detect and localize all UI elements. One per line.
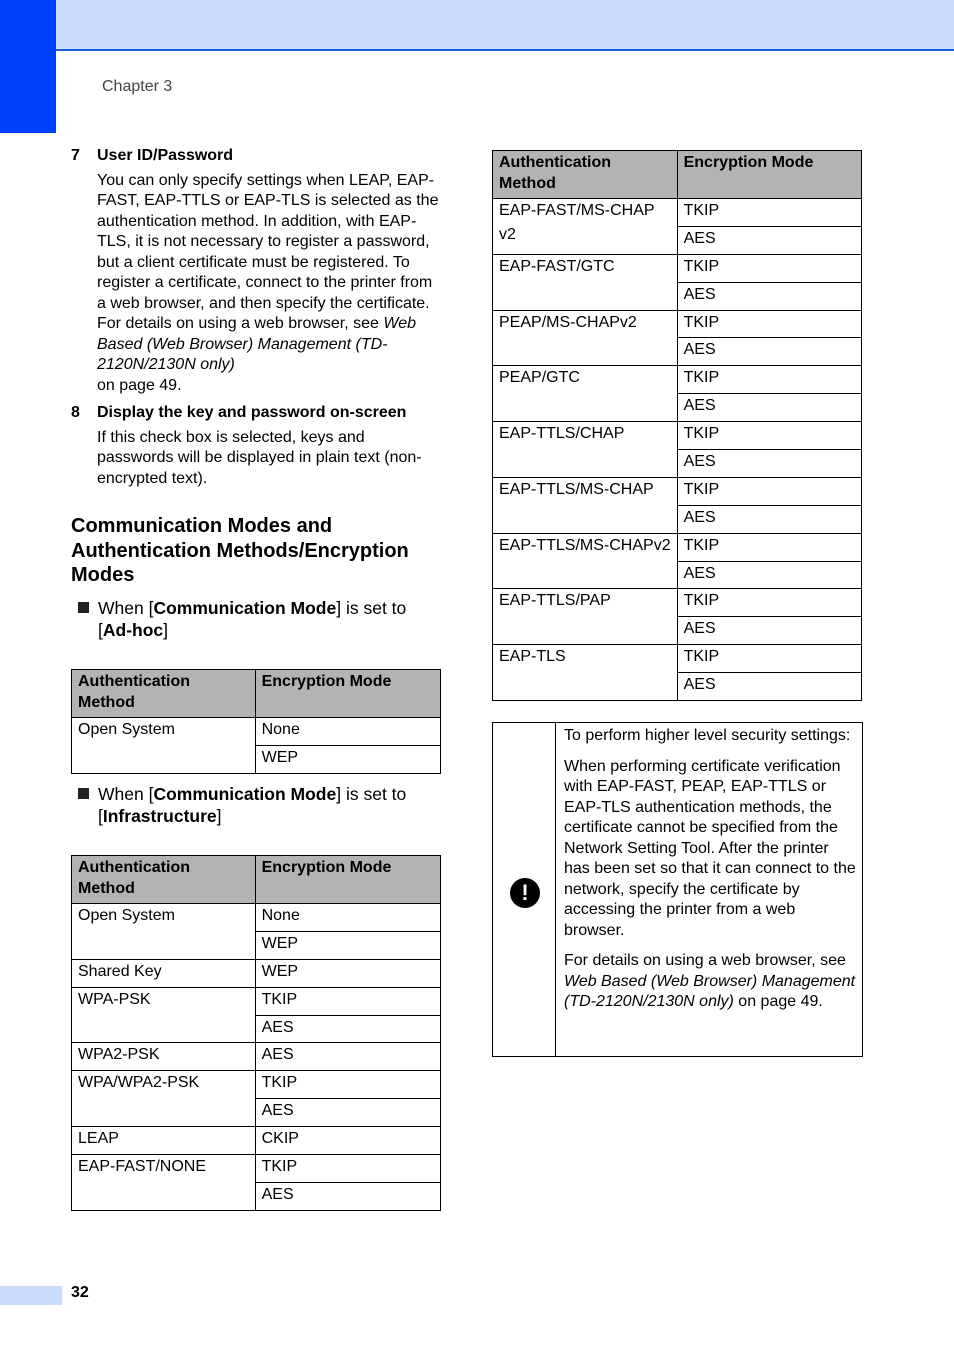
table-row [493, 310, 862, 338]
column-header-auth: Authentication Method [72, 670, 256, 718]
encryption-mode-cell: TKIP [255, 987, 440, 1015]
encryption-mode-cell: TKIP [677, 477, 861, 505]
encryption-mode-cell: TKIP [677, 366, 861, 394]
table-row [493, 645, 862, 673]
auth-method-cell: EAP-FAST/MS-CHAP v2 [493, 199, 678, 255]
encryption-mode-cell: TKIP [255, 1155, 440, 1183]
note-text [564, 726, 856, 1023]
eap-encryption-table [492, 150, 862, 701]
auth-method-cell: Open System [72, 718, 256, 774]
encryption-mode-cell: WEP [255, 745, 440, 773]
table-row [72, 959, 441, 987]
item-number: 7 [71, 147, 80, 164]
encryption-mode-cell: TKIP [677, 254, 861, 282]
encryption-mode-cell: AES [677, 394, 861, 422]
table-row [72, 1071, 441, 1099]
bullet-text: ] [216, 806, 222, 826]
column-header-auth: Authentication Method [72, 856, 256, 904]
table-row [72, 904, 441, 932]
item-title: Display the key and password on-screen [97, 404, 407, 421]
bullet-text: ] is set to [ [98, 784, 407, 826]
encryption-mode-cell: TKIP [677, 199, 861, 227]
bullet-setting-value: Ad-hoc [102, 620, 164, 640]
section-heading: Communication Modes and Authentication Methods/Encryption Modes [71, 515, 409, 586]
bullet-text: When [ [98, 784, 154, 804]
encryption-mode-cell: AES [677, 450, 861, 478]
table-row [493, 589, 862, 617]
note-icon-column [493, 723, 556, 1056]
bullet-text: ] [163, 620, 169, 640]
page-reference: on page 49. [733, 993, 823, 1010]
exclamation-icon: ! [510, 878, 540, 908]
encryption-mode-cell: TKIP [677, 533, 861, 561]
encryption-mode-cell: AES [255, 1099, 440, 1127]
chapter-tab [0, 0, 56, 133]
bullet-square-icon [78, 602, 89, 613]
encryption-mode-cell: AES [677, 282, 861, 310]
auth-method-cell: Shared Key [72, 959, 256, 987]
auth-method-cell: EAP-TTLS/MS-CHAP [493, 477, 678, 533]
encryption-mode-cell: AES [677, 561, 861, 589]
item-body-text: You can only specify settings when LEAP, EAP-FAST, EAP-TTLS or EAP-TLS is selected as the authentication method. In addition, with EAP-TLS, it is not necessary to register a password, but a client certificate must be registered. To register a certificate, connect to the printer from a web browser, and then specify the certificate. For details on using a web browser, see [97, 171, 439, 332]
auth-method-cell: LEAP [72, 1127, 256, 1155]
auth-method-cell: Open System [72, 904, 256, 960]
encryption-mode-cell: AES [255, 1015, 440, 1043]
table-row [72, 718, 441, 746]
table-row [493, 533, 862, 561]
encryption-mode-cell: AES [677, 617, 861, 645]
encryption-mode-cell: AES [255, 1043, 440, 1071]
table-row [72, 1127, 441, 1155]
auth-method-cell: EAP-FAST/GTC [493, 254, 678, 310]
column-header-enc: Encryption Mode [255, 670, 440, 718]
list-item-display-key [71, 403, 441, 489]
encryption-mode-cell: None [255, 904, 440, 932]
column-header-auth: Authentication Method [493, 151, 678, 199]
note-paragraph: To perform higher level security settings: [564, 727, 851, 744]
header-band [0, 0, 954, 51]
bullet-text: When [ [98, 598, 154, 618]
table-row [493, 422, 862, 450]
item-title: User ID/Password [97, 147, 234, 164]
item-number: 8 [71, 404, 80, 421]
infrastructure-encryption-table [71, 855, 441, 1211]
page-number: 32 [71, 1284, 89, 1301]
auth-method-cell: WPA/WPA2-PSK [72, 1071, 256, 1127]
encryption-mode-cell: AES [677, 505, 861, 533]
web-management-reference: Web Based (Web Browser) Management (TD-2120N/2130N only) [564, 972, 856, 1010]
note-paragraph: When performing certificate verification with EAP-FAST, PEAP, EAP-TTLS or EAP-TLS authentication methods, the certificate cannot be specified from the Network Setting Tool. After the printer has been set so that it can connect to the network, specify the certificate by accessing the printer from a web browser. [564, 757, 856, 939]
encryption-mode-cell: TKIP [677, 310, 861, 338]
bullet-text: ] is set to [ [98, 598, 407, 640]
bullet-adhoc [78, 597, 438, 641]
table-row [493, 477, 862, 505]
encryption-mode-cell: AES [677, 673, 861, 701]
bullet-setting-name: Communication Mode [153, 784, 337, 804]
adhoc-encryption-table [71, 669, 441, 774]
auth-method-cell: EAP-TTLS/CHAP [493, 422, 678, 478]
auth-method-cell: WPA2-PSK [72, 1043, 256, 1071]
column-header-enc: Encryption Mode [677, 151, 861, 199]
chapter-label: Chapter 3 [102, 78, 173, 95]
item-body: If this check box is selected, keys and passwords will be displayed in plain text (non-encrypted text). [97, 428, 422, 487]
bullet-setting-name: Communication Mode [153, 598, 337, 618]
table-row [72, 987, 441, 1015]
encryption-mode-cell: AES [255, 1182, 440, 1210]
note-text-span: For details on using a web browser, see [564, 952, 846, 969]
security-note [492, 722, 863, 1057]
encryption-mode-cell: AES [677, 226, 861, 254]
note-paragraph [564, 951, 856, 1013]
web-management-reference: Web Based (Web Browser) Management (TD-2120N/2130N only) [97, 315, 416, 373]
encryption-mode-cell: WEP [255, 931, 440, 959]
encryption-mode-cell: TKIP [255, 1071, 440, 1099]
table-row [493, 199, 862, 227]
auth-method-cell: PEAP/MS-CHAPv2 [493, 310, 678, 366]
table-row [493, 254, 862, 282]
list-item-user-id [71, 146, 441, 396]
encryption-mode-cell: TKIP [677, 589, 861, 617]
auth-method-cell: WPA-PSK [72, 987, 256, 1043]
auth-method-cell: EAP-FAST/NONE [72, 1155, 256, 1211]
encryption-mode-cell: CKIP [255, 1127, 440, 1155]
item-body [97, 171, 441, 397]
footer-band [0, 1286, 62, 1305]
auth-method-cell: EAP-TTLS/PAP [493, 589, 678, 645]
auth-method-cell: PEAP/GTC [493, 366, 678, 422]
encryption-mode-cell: TKIP [677, 645, 861, 673]
auth-method-cell: EAP-TTLS/MS-CHAPv2 [493, 533, 678, 589]
page-reference: on page 49. [97, 376, 182, 394]
table-row [72, 1155, 441, 1183]
encryption-mode-cell: AES [677, 338, 861, 366]
table-row [493, 366, 862, 394]
column-header-enc: Encryption Mode [255, 856, 440, 904]
bullet-square-icon [78, 788, 89, 799]
encryption-mode-cell: None [255, 718, 440, 746]
auth-method-cell: EAP-TLS [493, 645, 678, 701]
encryption-mode-cell: TKIP [677, 422, 861, 450]
table-row [72, 1043, 441, 1071]
bullet-setting-value: Infrastructure [102, 806, 217, 826]
bullet-infrastructure [78, 783, 438, 827]
encryption-mode-cell: WEP [255, 959, 440, 987]
